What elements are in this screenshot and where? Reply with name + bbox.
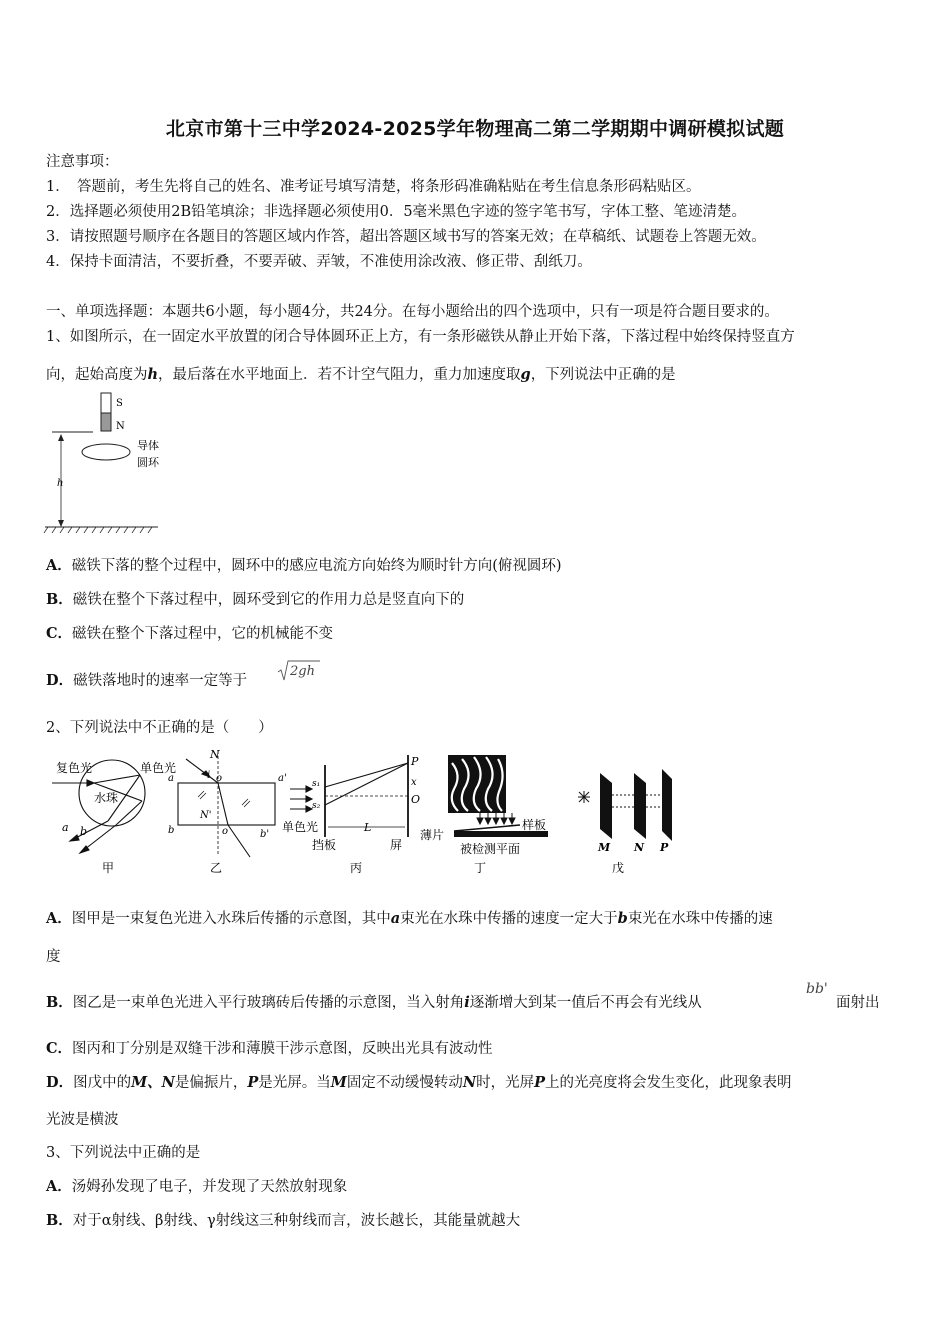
conductor-ring	[82, 444, 130, 460]
figure-wu	[578, 769, 672, 841]
q1-option-c: C．磁铁在整个下落过程中，它的机械能不变	[46, 625, 334, 642]
notice-item-4: 4．保持卡面清洁，不要折叠，不要弄破、弄皱，不准使用涂改液、修正带、刮纸刀。	[46, 254, 592, 270]
ring-label-2: 圆环	[137, 456, 159, 469]
bing-screen-label: 屏	[390, 838, 403, 852]
wu-caption: 戊	[612, 861, 625, 875]
jia-a-label: a	[62, 821, 69, 834]
bing-o-label: O	[411, 793, 421, 806]
bing-light-label: 单色光	[282, 820, 319, 834]
wu-m-label: M	[598, 841, 611, 854]
ring-label-1: 导体	[137, 439, 159, 452]
notice-item-3: 3．请按照题号顺序在各题目的答题区域内作答，超出答题区域书写的答案无效；在草稿纸、试题卷上答题无效。	[46, 229, 766, 245]
bing-x-label: x	[411, 777, 417, 788]
q2-stem: 2、下列说法中不正确的是（ ）	[46, 720, 273, 736]
page-title: 北京市第十三中学2024-2025学年物理高二第二学期期中调研模拟试题	[165, 118, 785, 140]
q3-option-b: B．对于α射线、β射线、γ射线这三种射线而言，波长越长，其能量就越大	[46, 1212, 521, 1229]
bing-s1-label: s₁	[312, 779, 321, 789]
bing-s2-label: s₂	[312, 801, 321, 811]
yi-n-label: N	[210, 748, 220, 761]
sqrt-formula	[276, 658, 326, 684]
figure-yi	[178, 751, 275, 857]
ding-film-label: 薄片	[420, 828, 445, 842]
polarizer-n	[634, 773, 646, 839]
height-label: h	[57, 478, 64, 489]
q2-option-a-cont: 度	[46, 949, 61, 965]
jia-caption: 甲	[102, 861, 115, 875]
yi-o2-label: o	[222, 826, 229, 837]
yi-caption: 乙	[210, 861, 223, 875]
q2-figure	[50, 745, 690, 880]
q1-stem-line2: 向，起始高度为h，最后落在水平地面上．若不计空气阻力，重力加速度取g，下列说法中正确的是	[46, 366, 676, 383]
q2-option-a: A．图甲是一束复色光进入水珠后传播的示意图，其中a束光在水珠中传播的速度一定大于b束光在水珠中传播的速	[46, 910, 773, 927]
bing-board-label: 挡板	[312, 838, 337, 852]
q3-option-a: A．汤姆孙发现了电子，并发现了天然放射现象	[46, 1178, 348, 1195]
q2-option-b-end: 面射出	[836, 995, 880, 1011]
q1-figure	[40, 390, 180, 538]
yi-i-label: i	[207, 770, 211, 781]
notice-item-1: 1． 答题前，考生先将自己的姓名、准考证号填写清楚，将条形码准确粘贴在考生信息条形码粘贴区。	[46, 179, 701, 195]
ground-hatching	[44, 527, 152, 533]
sample-plate	[454, 825, 520, 831]
wu-p-label: P	[660, 841, 669, 854]
notice-item-2: 2．选择题必须使用2B铅笔填涂；非选择题必须使用0．5毫米黑色字迹的签字笔书写，字体工整、笔迹清楚。	[46, 204, 747, 220]
yi-light-label: 单色光	[140, 761, 177, 775]
bing-p-label: P	[411, 755, 419, 768]
notice-heading: 注意事项：	[46, 154, 119, 170]
magnet-s-pole	[101, 393, 111, 413]
q2-option-c: C．图丙和丁分别是双缝干涉和薄膜干涉示意图，反映出光具有波动性	[46, 1040, 493, 1057]
bing-l-label: L	[364, 821, 372, 834]
jia-b-label: b	[80, 825, 88, 838]
yi-a2-label: a'	[278, 773, 287, 784]
q2-option-b: B．图乙是一束单色光进入平行玻璃砖后传播的示意图，当入射角i逐渐增大到某一值后不再会有光线从	[46, 994, 702, 1011]
ding-caption: 丁	[474, 861, 487, 875]
bing-caption: 丙	[350, 861, 363, 875]
magnet-s-label: S	[116, 398, 123, 409]
q1-option-b: B．磁铁在整个下落过程中，圆环受到它的作用力总是竖直向下的	[46, 591, 465, 608]
ding-surface-label: 被检测平面	[460, 842, 521, 856]
section-heading: 一、单项选择题：本题共6小题，每小题4分，共24分。在每小题给出的四个选项中，只有一项是符合题目要求的。	[46, 304, 779, 320]
yi-o-label: o	[216, 773, 223, 784]
q1-stem-line1: 1、如图所示，在一固定水平放置的闭合导体圆环正上方，有一条形磁铁从静止开始下落，下落过程中始终保持竖直方	[46, 329, 795, 345]
yi-b-label: b	[168, 825, 175, 836]
yi-a-label: a	[168, 773, 174, 784]
q3-stem: 3、下列说法中正确的是	[46, 1145, 201, 1161]
magnet-n-pole	[101, 413, 111, 431]
magnet-n-label: N	[116, 421, 125, 432]
q1-option-d: D．磁铁落地时的速率一定等于	[46, 672, 248, 689]
wu-n-label: N	[634, 841, 645, 854]
jia-light-label: 复色光	[56, 761, 93, 775]
ding-sample-label: 样板	[522, 818, 547, 832]
yi-n2-label: N'	[200, 810, 212, 821]
yi-b2-label: b'	[260, 829, 270, 840]
jia-drop-label: 水珠	[94, 791, 119, 805]
q2-option-d: D．图戊中的M、N是偏振片，P是光屏。当M固定不动缓慢转动N时，光屏P上的光亮度将会发生变化，此现象表明	[46, 1074, 792, 1091]
sqrt-radicand: 2gh	[290, 664, 315, 679]
q1-option-a: A．磁铁下落的整个过程中，圆环中的感应电流方向始终为顺时针方向(俯视圆环)	[46, 557, 562, 574]
q2-option-b-bb: bb'	[806, 981, 828, 997]
q2-option-d-cont: 光波是横波	[46, 1112, 119, 1128]
polarizer-m	[600, 773, 612, 839]
light-screen-p	[662, 769, 672, 841]
